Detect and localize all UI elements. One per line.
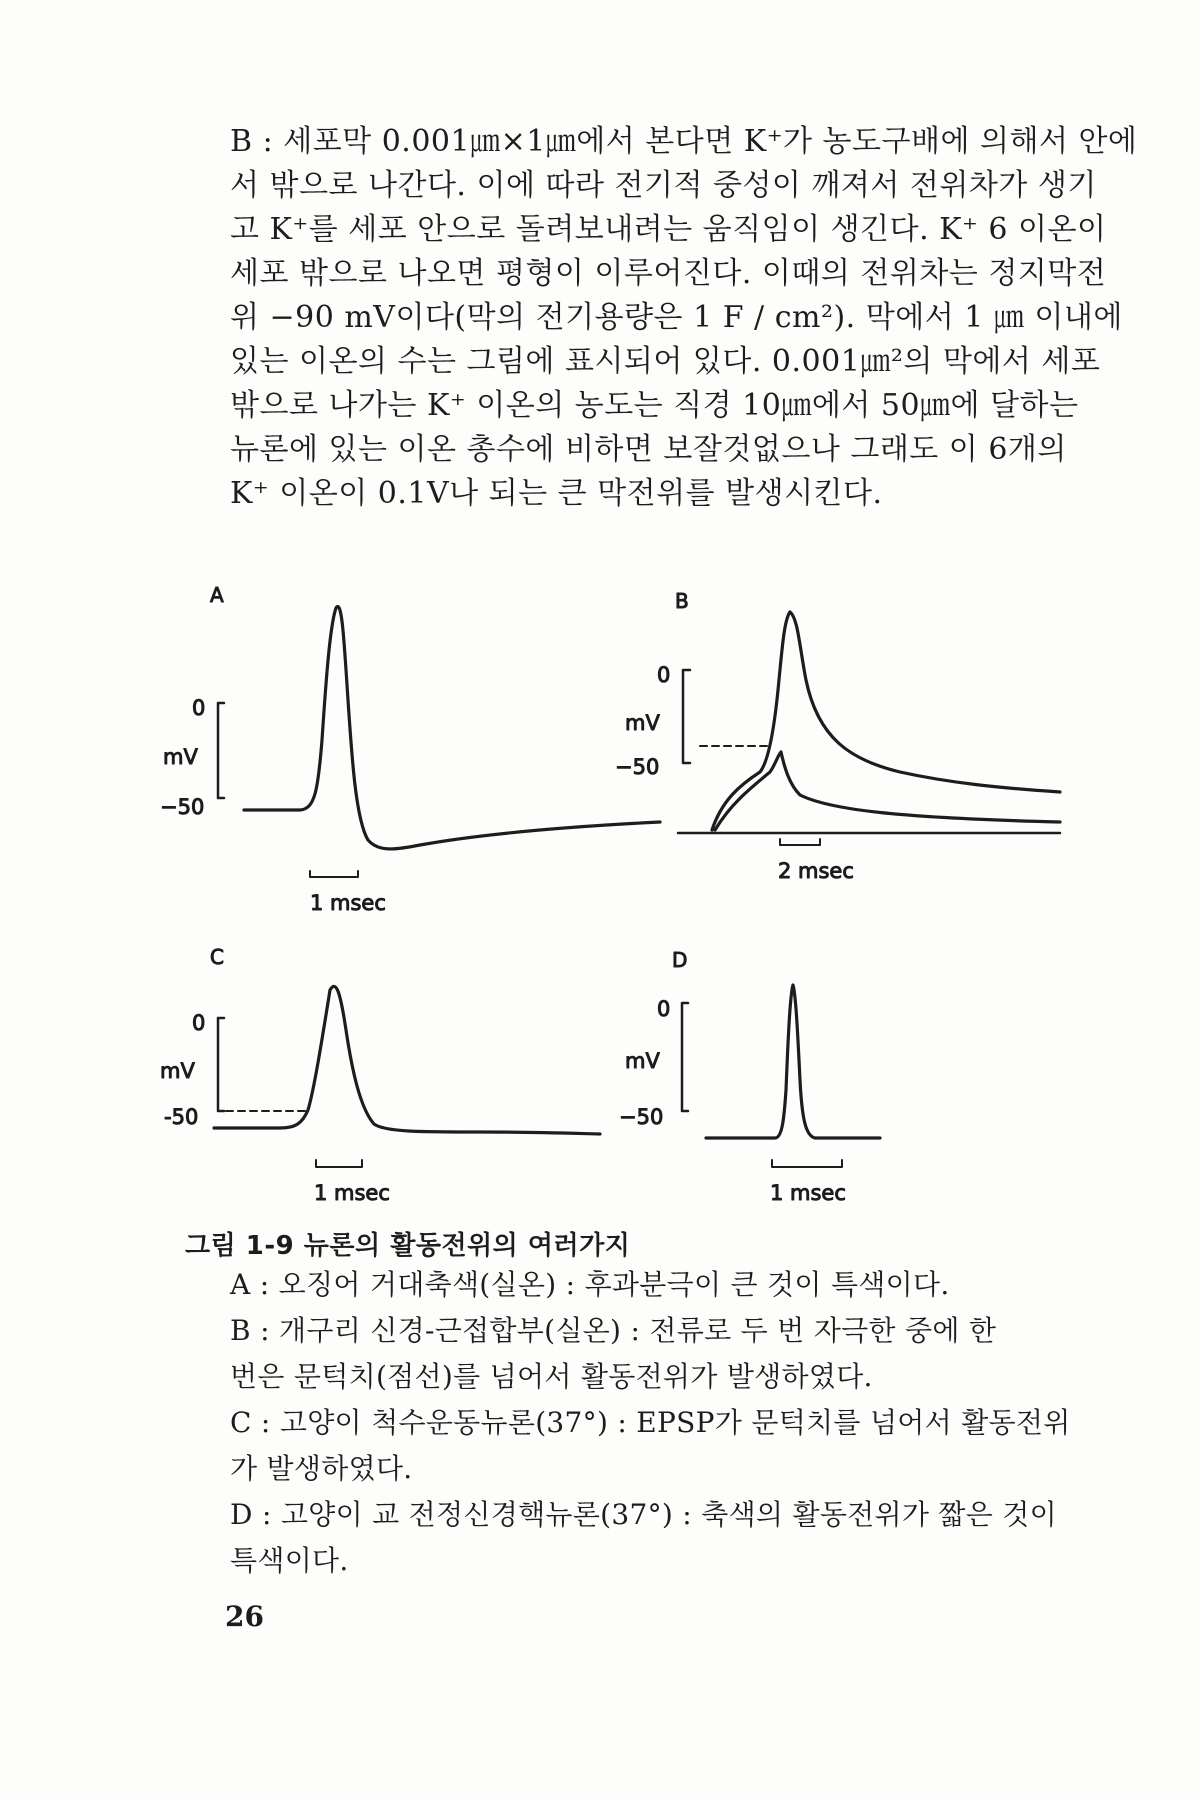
panel-a-minus50-label: −50: [160, 795, 205, 819]
panel-d-trace: [706, 985, 880, 1138]
body-line: 고 K⁺를 세포 안으로 돌려보내려는 움직임이 생긴다. K⁺ 6 이온이: [230, 212, 1107, 247]
body-line: 서 밖으로 나간다. 이에 따라 전기적 중성이 깨져서 전위차가 생기: [230, 168, 1097, 203]
figure-caption: [230, 1262, 1071, 1584]
figure-caption-title: 그림 1-9 뉴론의 활동전위의 여러가지: [185, 1231, 631, 1261]
body-line: 세포 밖으로 나오면 평형이 이루어진다. 이때의 전위차는 정지막전: [230, 256, 1107, 291]
caption-line: C : 고양이 척수운동뉴론(37°) : EPSP가 문턱치를 넘어서 활동전위: [230, 1406, 1071, 1439]
panel-c-y-scale-bar: [218, 1018, 224, 1111]
caption-line: 가 발생하였다.: [230, 1452, 413, 1485]
panel-c-zero-label: 0: [192, 1011, 206, 1035]
panel-b-unit-label: mV: [625, 711, 660, 735]
panel-b-label: B: [675, 589, 689, 613]
panel-d-time-scale-label: 1 msec: [770, 1181, 846, 1205]
caption-line: 번은 문턱치(점선)를 넘어서 활동전위가 발생하였다.: [230, 1360, 873, 1393]
panel-c-time-scale-bar: [316, 1160, 362, 1167]
caption-line: D : 고양이 교 전정신경핵뉴론(37°) : 축색의 활동전위가 짧은 것이: [230, 1498, 1058, 1531]
panel-c-unit-label: mV: [160, 1059, 195, 1083]
body-line: 있는 이온의 수는 그림에 표시되어 있다. 0.001㎛²의 막에서 세포: [230, 344, 1101, 379]
panel-d-minus50-label: −50: [619, 1105, 664, 1129]
panel-b-y-scale-bar: [683, 670, 690, 763]
panel-c-trace: [214, 986, 600, 1134]
panel-c-minus50-label: -50: [164, 1105, 199, 1129]
panel-d-zero-label: 0: [657, 997, 671, 1021]
panel-b-time-scale-label: 2 msec: [778, 859, 854, 883]
panel-d: [619, 948, 880, 1205]
panel-c-label: C: [210, 945, 224, 969]
caption-line: A : 오징어 거대축색(실온) : 후과분극이 큰 것이 특색이다.: [230, 1268, 950, 1301]
panel-a-zero-label: 0: [192, 696, 206, 720]
panel-c-time-scale-label: 1 msec: [314, 1181, 390, 1205]
panel-b-zero-label: 0: [657, 663, 671, 687]
caption-line: 특색이다.: [230, 1544, 349, 1577]
body-line: 위 −90 mV이다(막의 전기용량은 1 F / cm²). 막에서 1 ㎛ 이내에: [230, 300, 1123, 335]
panel-b-spike-trace: [712, 612, 1060, 830]
panel-b: [615, 589, 1060, 883]
panel-a-trace: [244, 607, 660, 849]
body-line: B : 세포막 0.001㎛×1㎛에서 본다면 K⁺가 농도구배에 의해서 안에: [230, 124, 1138, 159]
panel-b-time-scale-bar: [780, 839, 820, 845]
panel-a-time-scale-label: 1 msec: [310, 891, 386, 915]
panel-d-label: D: [672, 948, 688, 972]
body-line: K⁺ 이온이 0.1V나 되는 큰 막전위를 발생시킨다.: [230, 476, 883, 511]
caption-line: B : 개구리 신경-근접합부(실온) : 전류로 두 번 자극한 중에 한: [230, 1314, 997, 1347]
panel-b-subthreshold-trace: [715, 752, 1060, 830]
panel-a: [160, 583, 660, 915]
panel-c: [160, 945, 600, 1205]
panel-a-label: A: [210, 583, 224, 607]
panel-d-y-scale-bar: [682, 1003, 688, 1111]
panel-a-time-scale-bar: [310, 871, 358, 877]
panel-a-y-scale-bar: [218, 703, 224, 798]
panel-b-minus50-label: −50: [615, 755, 660, 779]
panel-a-unit-label: mV: [163, 745, 198, 769]
body-line: 밖으로 나가는 K⁺ 이온의 농도는 직경 10㎛에서 50㎛에 달하는: [230, 388, 1079, 423]
body-line: 뉴론에 있는 이온 총수에 비하면 보잘것없으나 그래도 이 6개의: [230, 432, 1067, 467]
panel-d-unit-label: mV: [625, 1049, 660, 1073]
panel-d-time-scale-bar: [772, 1160, 842, 1167]
page-number: 26: [225, 1600, 264, 1633]
